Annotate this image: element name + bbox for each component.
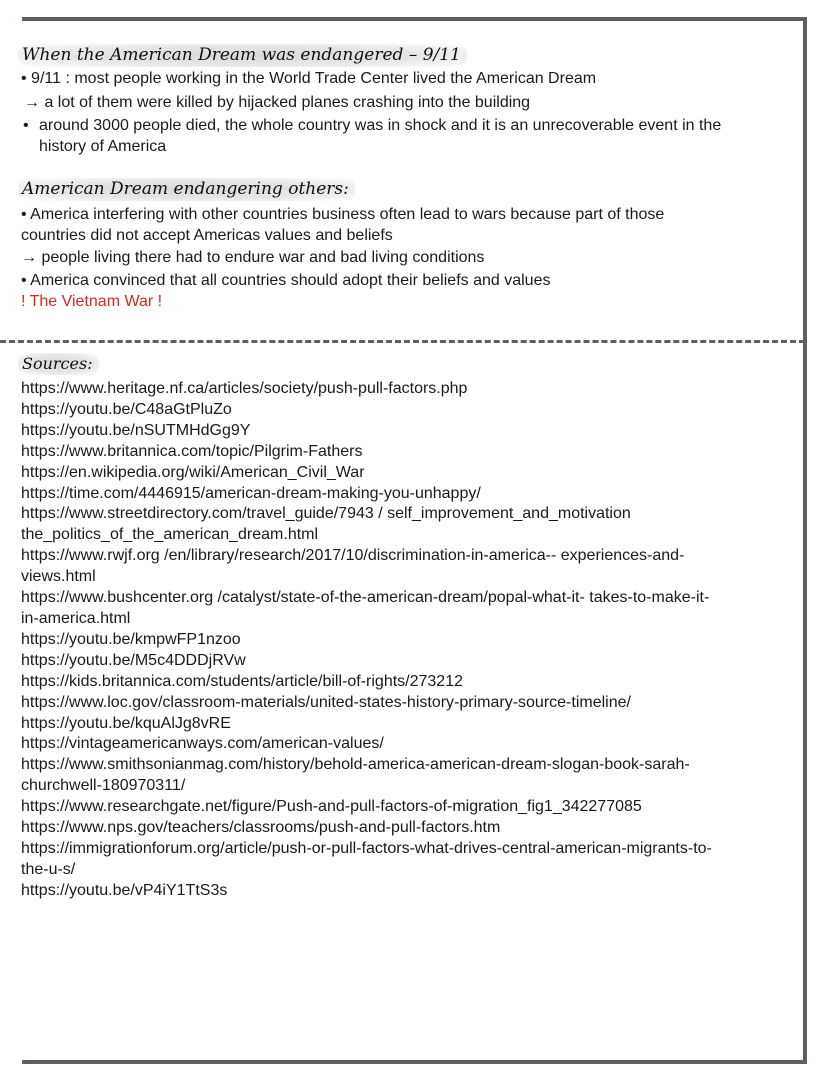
page-border-top [22, 17, 807, 21]
source-line: https://vintageamericanways.com/american-values/ [21, 735, 384, 753]
page-border-bottom [22, 1060, 807, 1064]
source-line: https://youtu.be/kmpwFP1nzoo [21, 630, 241, 648]
source-line: in-america.html [21, 609, 131, 627]
source-line: https://www.britannica.com/topic/Pilgrim-Fathers [21, 442, 363, 460]
bullet-line: around 3000 people died, the whole country was in shock and it is an unrecoverable event in the [39, 117, 722, 134]
source-line: https://youtu.be/M5c4DDDjRVw [21, 651, 246, 669]
bullet-line: • America interfering with other countries business often lead to wars because part of those [21, 206, 665, 223]
bullet-3000-people-died [21, 115, 796, 157]
arrow-hijacked-planes: → a lot of them were killed by hijacked planes crashing into the building [24, 94, 531, 111]
source-line: https://www.loc.gov/classroom-materials/united-states-history-primary-source-timeline/ [21, 693, 631, 711]
source-line: https://youtu.be/kquAlJg8vRE [21, 714, 231, 732]
source-line: https://youtu.be/vP4iY1TtS3s [21, 881, 228, 899]
source-line: https://en.wikipedia.org/wiki/American_Civil_War [21, 463, 365, 481]
source-line: https://youtu.be/C48aGtPluZo [21, 400, 232, 418]
source-line: https://www.nps.gov/teachers/classrooms/push-and-pull-factors.htm [21, 819, 501, 837]
source-line: https://immigrationforum.org/article/push-or-pull-factors-what-drives-central-american-migrants-to- [21, 839, 712, 857]
section-heading-endangering-others: American Dream endangering others: [18, 178, 355, 201]
vietnam-war-highlight: ! The Vietnam War ! [21, 293, 163, 310]
bullet-america-interfering [21, 204, 796, 246]
source-line: https://www.researchgate.net/figure/Push-and-pull-factors-of-migration_fig1_342277085 [21, 798, 642, 816]
source-line: https://www.bushcenter.org /catalyst/state-of-the-american-dream/popal-what-it- takes-to-make-it- [21, 589, 710, 607]
bullet-9-11-world-trade-center: • 9/11 : most people working in the World Trade Center lived the American Dream [21, 70, 597, 87]
bullet-marker: • [23, 117, 29, 134]
source-line: views.html [21, 568, 96, 586]
bullet-line: countries did not accept Americas values and beliefs [21, 227, 393, 244]
sources-list [21, 379, 806, 902]
source-line: https://kids.britannica.com/students/article/bill-of-rights/273212 [21, 672, 463, 690]
section-divider [0, 340, 805, 343]
bullet-adopt-beliefs: • America convinced that all countries should adopt their beliefs and values [21, 272, 551, 289]
section-heading-9-11: When the American Dream was endangered – 9/11 [18, 44, 467, 67]
source-line: https://www.rwjf.org /en/library/research/2017/10/discrimination-in-america-- experiences-and- [21, 547, 685, 565]
bullet-line: history of America [39, 138, 167, 155]
sources-heading: Sources: [18, 353, 99, 375]
source-line: the_politics_of_the_american_dream.html [21, 526, 319, 544]
source-line: https://time.com/4446915/american-dream-making-you-unhappy/ [21, 484, 481, 502]
source-line: the-u-s/ [21, 860, 76, 878]
source-line: https://www.streetdirectory.com/travel_guide/7943 / self_improvement_and_motivation [21, 505, 631, 523]
arrow-war-living-conditions: → people living there had to endure war and bad living conditions [21, 249, 485, 266]
source-line: https://www.heritage.nf.ca/articles/society/push-pull-factors.php [21, 380, 468, 397]
source-line: churchwell-180970311/ [21, 777, 186, 795]
source-line: https://youtu.be/nSUTMHdGg9Y [21, 421, 251, 439]
source-line: https://www.smithsonianmag.com/history/behold-america-american-dream-slogan-book-sarah- [21, 756, 690, 774]
